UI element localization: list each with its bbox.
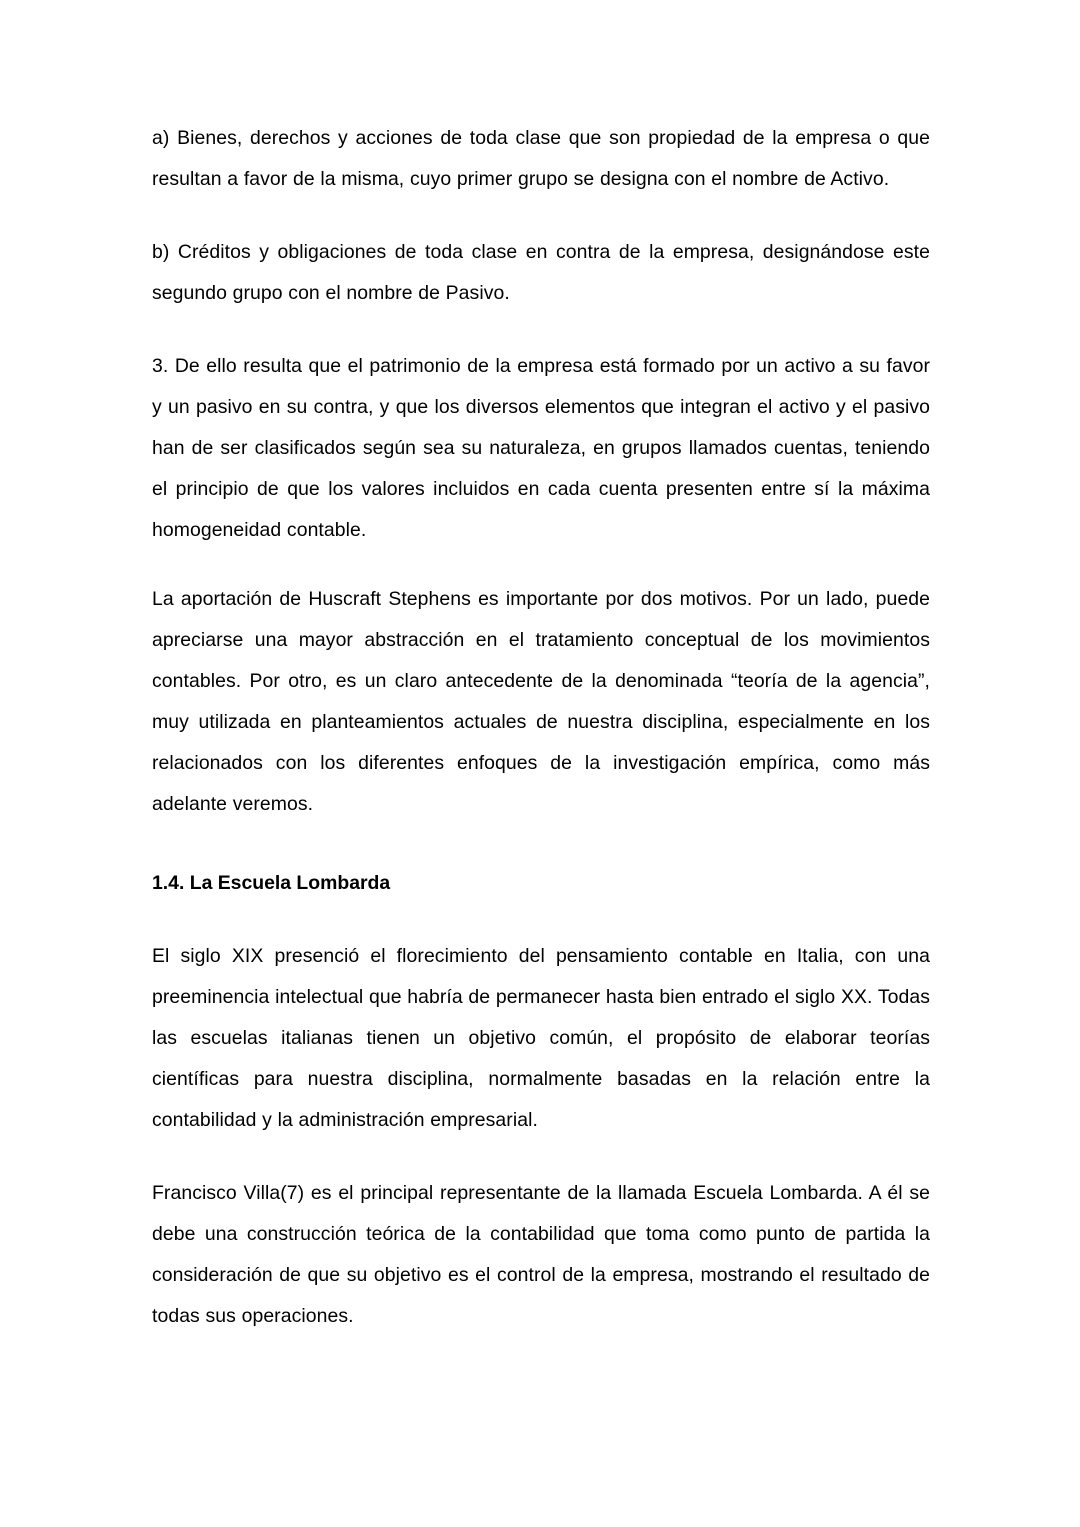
paragraph-creditos-obligaciones: b) Créditos y obligaciones de toda clase en contra de la empresa, designándose este segundo grupo con el nombre de Pasivo. — [152, 241, 930, 304]
section-heading-escuela-lombarda: 1.4. La Escuela Lombarda — [152, 872, 391, 894]
paragraph-francisco-villa: Francisco Villa(7) es el principal representante de la llamada Escuela Lombarda. A él se debe una construcción teórica de la contabilidad que toma como punto de partida la consideración de que su objetivo es el control de la empresa, mostrando el resultado de todas sus operaciones. — [152, 1182, 930, 1327]
paragraph-siglo-xix-italia: El siglo XIX presenció el florecimiento del pensamiento contable en Italia, con una preeminencia intelectual que habría de permanecer hasta bien entrado el siglo XX. Todas las escuelas italianas tienen un objetivo común, el propósito de elaborar teorías científicas para nuestra disciplina, normalmente basadas en la relación entre la contabilidad y la administración empresarial. — [152, 945, 930, 1131]
paragraph-patrimonio-empresa: 3. De ello resulta que el patrimonio de la empresa está formado por un activo a su favor y un pasivo en su contra, y que los diversos elementos que integran el activo y el pasivo han de ser clasificados según sea su naturaleza, en grupos llamados cuentas, teniendo el principio de que los valores incluidos en cada cuenta presenten entre sí la máxima homogeneidad contable. — [152, 355, 930, 541]
paragraph-bienes-derechos: a) Bienes, derechos y acciones de toda clase que son propiedad de la empresa o que resultan a favor de la misma, cuyo primer grupo se designa con el nombre de Activo. — [152, 127, 930, 190]
document-body — [152, 118, 930, 1367]
paragraph-aportacion-huscraft-stephens: La aportación de Huscraft Stephens es importante por dos motivos. Por un lado, puede apreciarse una mayor abstracción en el tratamiento conceptual de los movimientos contables. Por otro, es un claro antecedente de la denominada “teoría de la agencia”, muy utilizada en planteamientos actuales de nuestra disciplina, especialmente en los relacionados con los diferentes enfoques de la investigación empírica, como más adelante veremos. — [152, 588, 930, 815]
